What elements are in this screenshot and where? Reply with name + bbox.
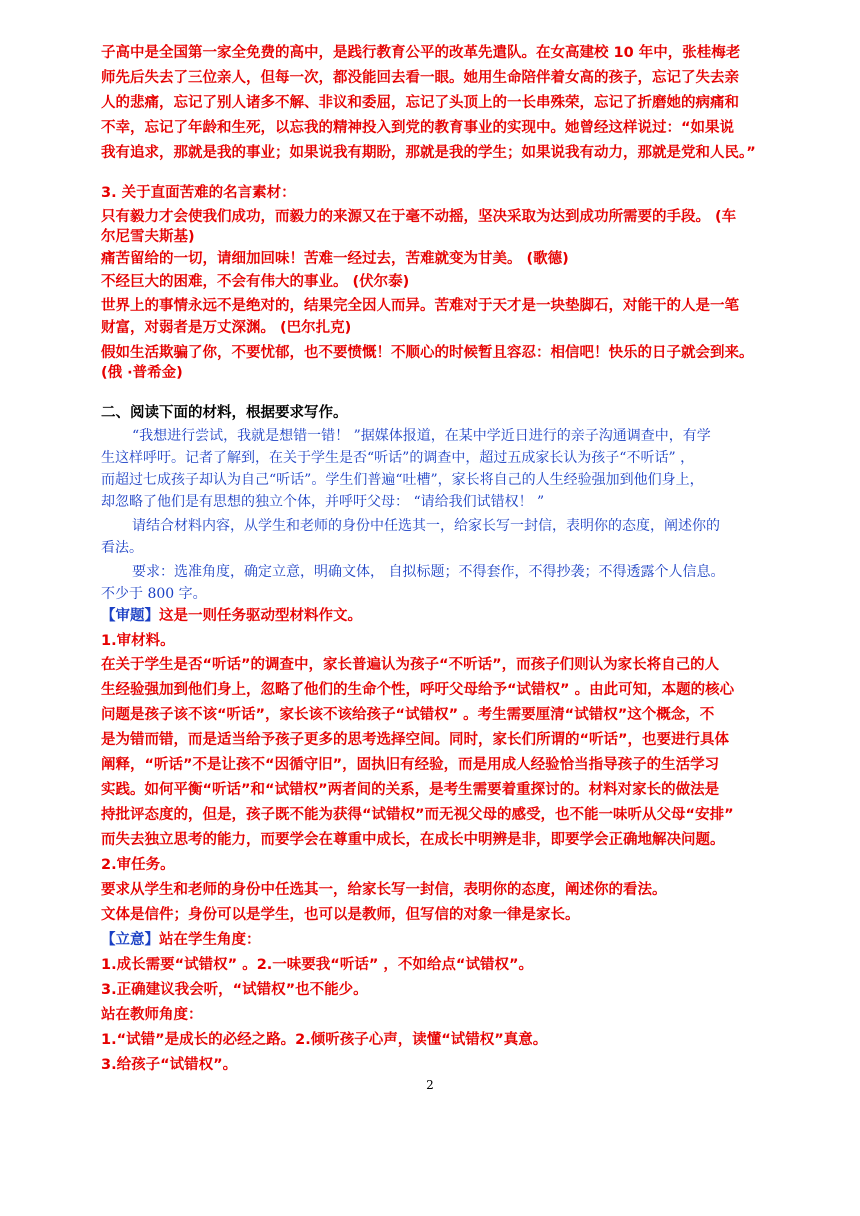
- intro-line: 我有追求，那就是我的事业；如果说我有期盼，那就是我的学生；如果说我有动力，那就是党和人民。”: [101, 145, 756, 161]
- material-analysis-heading: 1.审材料。: [101, 633, 175, 649]
- quotes-heading: 3. 关于直面苦难的名言素材：: [101, 185, 296, 201]
- material-line: 不少于 800 字。: [101, 586, 207, 602]
- analysis-line: 而失去独立思考的能力，而要学会在尊重中成长，在成长中明辨是非，即要学会正确地解决问题。: [101, 832, 725, 848]
- liyi-line: [101, 930, 261, 950]
- analysis-line: 阐释，“听话”不是让孩不“因循守旧”，固执旧有经验，而是用成人经验恰当指导孩子的生活学习: [101, 757, 720, 773]
- analysis-line: 问题是孩子该不该“听话”，家长该不该给孩子“试错权” 。考生需要厘清“试错权”这个概念，不: [101, 707, 715, 723]
- intro-line: 不幸，忘记了年龄和生死，以忘我的精神投入到党的教育事业的实现中。她曾经这样说过：“如果说: [101, 120, 735, 136]
- material-line: 看法。: [101, 540, 143, 556]
- page-number: 2: [426, 1078, 434, 1092]
- task-line: 文体是信件；身份可以是学生，也可以是教师，但写信的对象一律是家长。: [101, 907, 580, 923]
- analysis-line: 实践。如何平衡“听话”和“试错权”两者间的关系，是考生需要着重探讨的。材料对家长的做法是: [101, 782, 720, 798]
- intro-line: 子高中是全国第一家全免费的高中，是践行教育公平的改革先遣队。在女高建校 10 年中，张桂梅老: [101, 45, 741, 61]
- quote-line: 不经巨大的困难，不会有伟大的事业。 (伏尔泰): [101, 274, 410, 290]
- teacher-angle-line: 1.“试错”是成长的必经之路。2.倾听孩子心声，读懂“试错权”真意。: [101, 1032, 548, 1048]
- material-line: 要求：选准角度，确定立意，明确文体， 自拟标题；不得套作，不得抄袭；不得透露个人信息。: [132, 564, 725, 580]
- quote-line: 尔尼雪夫斯基): [101, 229, 195, 245]
- analysis-line: 持批评态度的，但是，孩子既不能为获得“试错权”而无视父母的感受，也不能一味听从父母“安排”: [101, 807, 734, 823]
- intro-line: 师先后失去了三位亲人，但每一次，都没能回去看一眼。她用生命陪伴着女高的孩子，忘记了失去亲: [101, 70, 739, 86]
- shenti-text: 这是一则任务驱动型材料作文。: [159, 608, 362, 624]
- shenti-tag: 【审题】: [101, 608, 159, 624]
- student-angle-line: 3.正确建议我会听，“试错权”也不能少。: [101, 982, 368, 998]
- quote-line: 痛苦留给的一切，请细加回味！苦难一经过去，苦难就变为甘美。 (歌德): [101, 251, 569, 267]
- analysis-line: 在关于学生是否“听话”的调查中，家长普遍认为孩子“不听话”，而孩子们则认为家长将自己的人: [101, 657, 720, 673]
- quote-line: 只有毅力才会使我们成功，而毅力的来源又在于毫不动摇，坚决采取为达到成功所需要的手段。 (车: [101, 209, 737, 225]
- material-line: 而超过七成孩子却认为自己“听话”。学生们普遍“吐槽”，家长将自己的人生经验强加到他们身上，: [101, 472, 704, 488]
- liyi-tag: 【立意】: [101, 932, 159, 948]
- quote-line: 世界上的事情永远不是绝对的，结果完全因人而异。苦难对于天才是一块垫脚石，对能干的人是一笔: [101, 298, 739, 314]
- quote-line: 假如生活欺骗了你，不要忧郁，也不要愤慨！不顺心的时候暂且容忍：相信吧！快乐的日子就会到来。: [101, 345, 754, 361]
- analysis-line: 生经验强加到他们身上，忽略了他们的生命个性，呼吁父母给予“试错权” 。由此可知，本题的核心: [101, 682, 735, 698]
- liyi-text: 站在学生角度：: [159, 932, 261, 948]
- quote-line: 财富，对弱者是万丈深渊。 (巴尔扎克): [101, 320, 352, 336]
- intro-line: 人的悲痛，忘记了别人诸多不解、非议和委屈，忘记了头顶上的一长串殊荣，忘记了折磨她的病痛和: [101, 95, 739, 111]
- shenti-line: [101, 606, 362, 626]
- task-heading: 2.审任务。: [101, 857, 175, 873]
- material-line: 生这样呼吁。记者了解到，在关于学生是否“听话”的调查中，超过五成家长认为孩子“不听话” ，: [101, 450, 695, 466]
- teacher-angle-line: 3.给孩子“试错权”。: [101, 1057, 238, 1073]
- material-line: 却忽略了他们是有思想的独立个体，并呼吁父母： “请给我们试错权！ ”: [101, 494, 545, 510]
- teacher-angle-heading: 站在教师角度：: [101, 1007, 203, 1023]
- student-angle-line: 1.成长需要“试错权” 。2.一味要我“听话” ，不如给点“试错权”。: [101, 957, 533, 973]
- material-line: “我想进行尝试，我就是想错一错！ ”据媒体报道，在某中学近日进行的亲子沟通调查中，有学: [132, 428, 711, 444]
- quote-line: (俄 ·普希金): [101, 365, 183, 381]
- section-heading: 二、阅读下面的材料，根据要求写作。: [101, 405, 348, 421]
- task-line: 要求从学生和老师的身份中任选其一，给家长写一封信，表明你的态度，阐述你的看法。: [101, 882, 667, 898]
- material-line: 请结合材料内容，从学生和老师的身份中任选其一，给家长写一封信，表明你的态度，阐述你的: [132, 518, 720, 534]
- analysis-line: 是为错而错，而是适当给予孩子更多的思考选择空间。同时，家长们所谓的“听话”，也要进行具体: [101, 732, 730, 748]
